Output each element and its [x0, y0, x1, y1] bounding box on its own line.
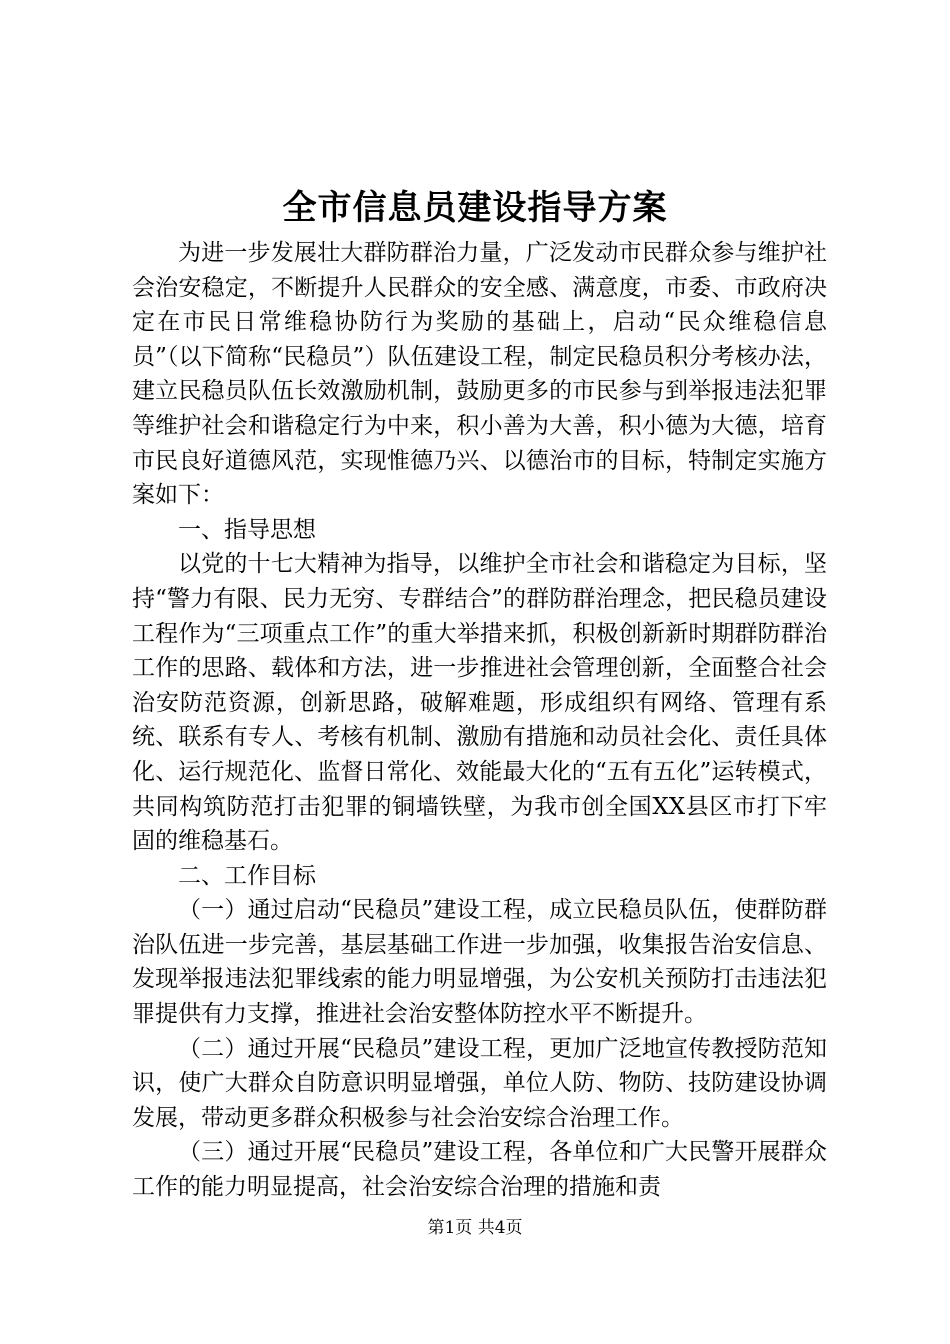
- section-heading-guiding-ideology: 一、指导思想: [178, 516, 316, 543]
- work-goal-3-paragraph: （三）通过开展“民稳员”建设工程，各单位和广大民警开展群众工作的能力明显提高，社会治安综合治理的措施和责: [132, 1139, 827, 1201]
- guiding-ideology-paragraph: 以党的十七大精神为指导，以维护全市社会和谐稳定为目标，坚持“警力有限、民力无穷、专群结合”的群防群治理念，把民稳员建设工程作为“三项重点工作”的重大举措来抓，积极创新新时期群防群治工作的思路、载体和方法，进一步推进社会管理创新，全面整合社会治安防范资源，创新思路，破解难题，形成组织有网络、管理有系统、联系有专人、考核有机制、激励有措施和动员社会化、责任具体化、运行规范化、监督日常化、效能最大化的“五有五化”运转模式，共同构筑防范打击犯罪的铜墙铁壁，为我市创全国XX县区市打下牢固的维稳基石。: [132, 551, 827, 855]
- document-title: 全市信息员建设指导方案: [282, 188, 668, 228]
- work-goal-2-paragraph: （二）通过开展“民稳员”建设工程，更加广泛地宣传教授防范知识，使广大群众自防意识明显增强，单位人防、物防、技防建设协调发展，带动更多群众积极参与社会治安综合治理工作。: [132, 1035, 827, 1131]
- page-footer: 第1页 共4页: [427, 1218, 523, 1238]
- intro-paragraph: 为进一步发展壮大群防群治力量，广泛发动市民群众参与维护社会治安稳定，不断提升人民群众的安全感、满意度，市委、市政府决定在市民日常维稳协防行为奖励的基础上，启动“民众维稳信息员”（以下简称“民稳员”）队伍建设工程，制定民稳员积分考核办法，建立民稳员队伍长效激励机制，鼓励更多的市民参与到举报违法犯罪等维护社会和谐稳定行为中来，积小善为大善，积小德为大德，培育市民良好道德风范，实现惟德乃兴、以德治市的目标，特制定实施方案如下：: [132, 240, 827, 509]
- document-body: [132, 236, 827, 1205]
- work-goal-1-paragraph: （一）通过启动“民稳员”建设工程，成立民稳员队伍，使群防群治队伍进一步完善，基层基础工作进一步加强，收集报告治安信息、发现举报违法犯罪线索的能力明显增强，为公安机关预防打击违法犯罪提供有力支撑，推进社会治安整体防控水平不断提升。: [132, 897, 827, 1028]
- section-heading-work-goals: 二、工作目标: [178, 862, 316, 889]
